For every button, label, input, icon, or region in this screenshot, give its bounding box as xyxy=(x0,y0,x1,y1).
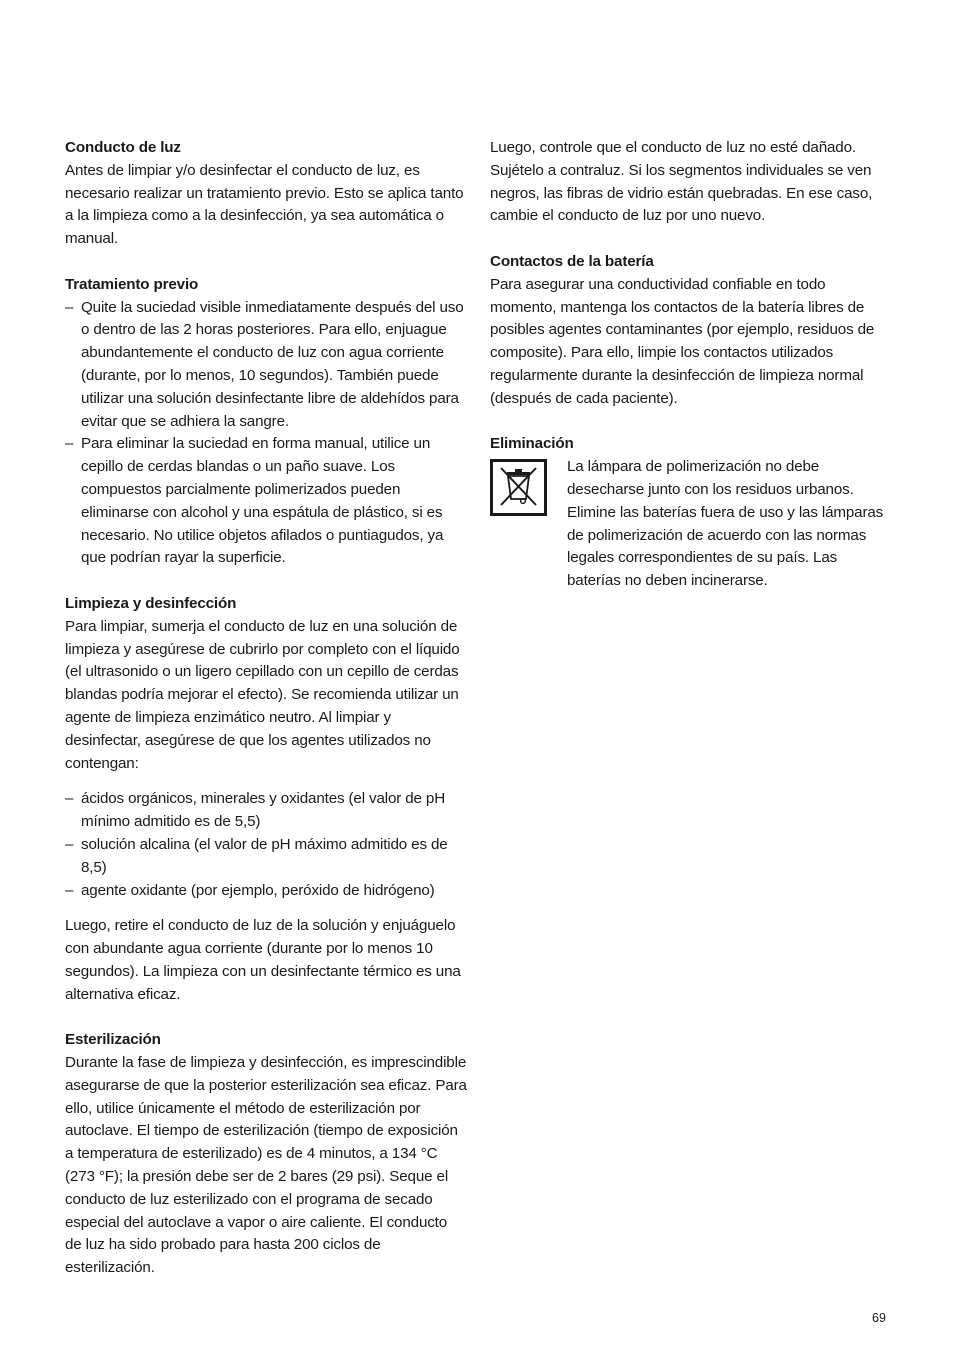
section-contactos-de-la-bateria xyxy=(490,251,890,411)
dash-bullet: – xyxy=(65,881,74,899)
paragraph-enjuague: Luego, retire el conducto de luz de la solución y enjuáguelo con abundante agua corriente (durante por lo menos 10 segundos). La limpieza con un desinfectante térmico es una alternativa eficaz. xyxy=(65,917,461,1003)
section-conducto-de-luz xyxy=(65,137,467,251)
heading-limpieza-y-desinfeccion: Limpieza y desinfección xyxy=(65,594,237,612)
spacer xyxy=(65,775,467,788)
section-tratamiento-previo xyxy=(65,274,467,570)
paragraph-contactos: Para asegurar una conductividad confiable en todo momento, mantenga los contactos de la batería libres de posibles agentes contaminantes (por ejemplo, residuos de composite). Para ello, limpie los contactos utilizados regularmente durante la desinfección de limpieza normal (después de cada paciente). xyxy=(490,275,875,407)
section-limpieza-y-desinfeccion xyxy=(65,593,467,1007)
list-agentes-no-permitidos xyxy=(65,788,467,902)
heading-eliminacion: Eliminación xyxy=(490,435,574,453)
list-item xyxy=(65,834,467,880)
list-item-text: Para eliminar la suciedad en forma manual, utilice un cepillo de cerdas blandas o un paño suave. Los compuestos parcialmente polimerizados pueden eliminarse con alcohol y una espátula de plástico, si es necesario. No utilice objetos afilados o puntiagudos, ya que podrían rayar la superficie. xyxy=(81,435,444,567)
section-control xyxy=(490,137,890,228)
list-item-text: agente oxidante (por ejemplo, peróxido de hidrógeno) xyxy=(81,881,435,899)
paragraph-conducto-de-luz: Antes de limpiar y/o desinfectar el conducto de luz, es necesario realizar un tratamiento previo. Esto se aplica tanto a la limpieza como a la desinfección, ya sea automática o manual. xyxy=(65,161,464,248)
left-column xyxy=(65,137,467,1280)
dash-bullet: – xyxy=(65,835,74,853)
paragraph-eliminacion: La lámpara de polimerización no debe desecharse junto con los residuos urbanos. Elimine las baterías fuera de uso y las lámparas de polimerización de acuerdo con las normas legales correspondientes de su país. Las baterías no deben incinerarse. xyxy=(567,458,884,590)
list-item xyxy=(65,297,467,434)
list-item-text: Quite la suciedad visible inmediatamente después del uso o dentro de las 2 horas posteriores. Para ello, enjuague abundantemente el conducto de luz con agua corriente (durante, por lo menos, 10 segundos). También puede utilizar una solución desinfectante libre de aldehídos para evitar que se adhiera la sangre. xyxy=(81,298,464,430)
paragraph-limpieza: Para limpiar, sumerja el conducto de luz en una solución de limpieza y asegúrese de cubrirlo por completo con el líquido (el ultrasonido o un ligero cepillado con un cepillo de cerdas blandas podría mejorar el efecto). Se recomienda utilizar un agente de limpieza enzimático neutro. Al limpiar y desinfectar, asegúrese de que los agentes utilizados no contengan: xyxy=(65,617,460,772)
section-esterilizacion xyxy=(65,1029,467,1280)
right-column xyxy=(490,137,890,593)
heading-contactos-de-la-bateria: Contactos de la batería xyxy=(490,252,654,270)
dash-bullet: – xyxy=(65,790,74,808)
list-tratamiento-previo xyxy=(65,297,467,571)
dash-bullet: – xyxy=(65,298,74,316)
list-item xyxy=(65,788,467,834)
dash-bullet: – xyxy=(65,435,74,453)
eliminacion-row xyxy=(490,456,890,593)
section-eliminacion xyxy=(490,433,890,593)
heading-conducto-de-luz: Conducto de luz xyxy=(65,139,181,156)
paragraph-control: Luego, controle que el conducto de luz no esté dañado. Sujételo a contraluz. Si los segmentos individuales se ven negros, las fibras de vidrio están quebradas. En ese caso, cambie el conducto de luz por uno nuevo. xyxy=(490,139,873,225)
paragraph-esterilizacion: Durante la fase de limpieza y desinfección, es imprescindible asegurarse de que la posterior esterilización sea eficaz. Para ello, utilice únicamente el método de esterilización por autoclave. El tiempo de esterilización (tiempo de exposición a temperatura de esterilizado) es de 4 minutos, a 134 °C (273 °F); la presión debe ser de 2 bares (29 psi). Seque el conducto de luz esterilizado con el programa de secado especial del autoclave a vapor o aire caliente. El conducto de luz ha sido probado para hasta 200 ciclos de esterilización. xyxy=(65,1054,467,1277)
list-item xyxy=(65,433,467,570)
list-item-text: solución alcalina (el valor de pH máximo admitido es de 8,5) xyxy=(81,835,448,876)
list-item xyxy=(65,880,467,903)
spacer xyxy=(65,902,467,915)
page-number: 69 xyxy=(872,1311,886,1325)
list-item-text: ácidos orgánicos, minerales y oxidantes (el valor de pH mínimo admitido es de 5,5) xyxy=(81,790,446,831)
heading-tratamiento-previo: Tratamiento previo xyxy=(65,275,199,293)
crossed-out-wheelie-bin-icon xyxy=(490,459,547,516)
heading-esterilizacion: Esterilización xyxy=(65,1031,161,1049)
